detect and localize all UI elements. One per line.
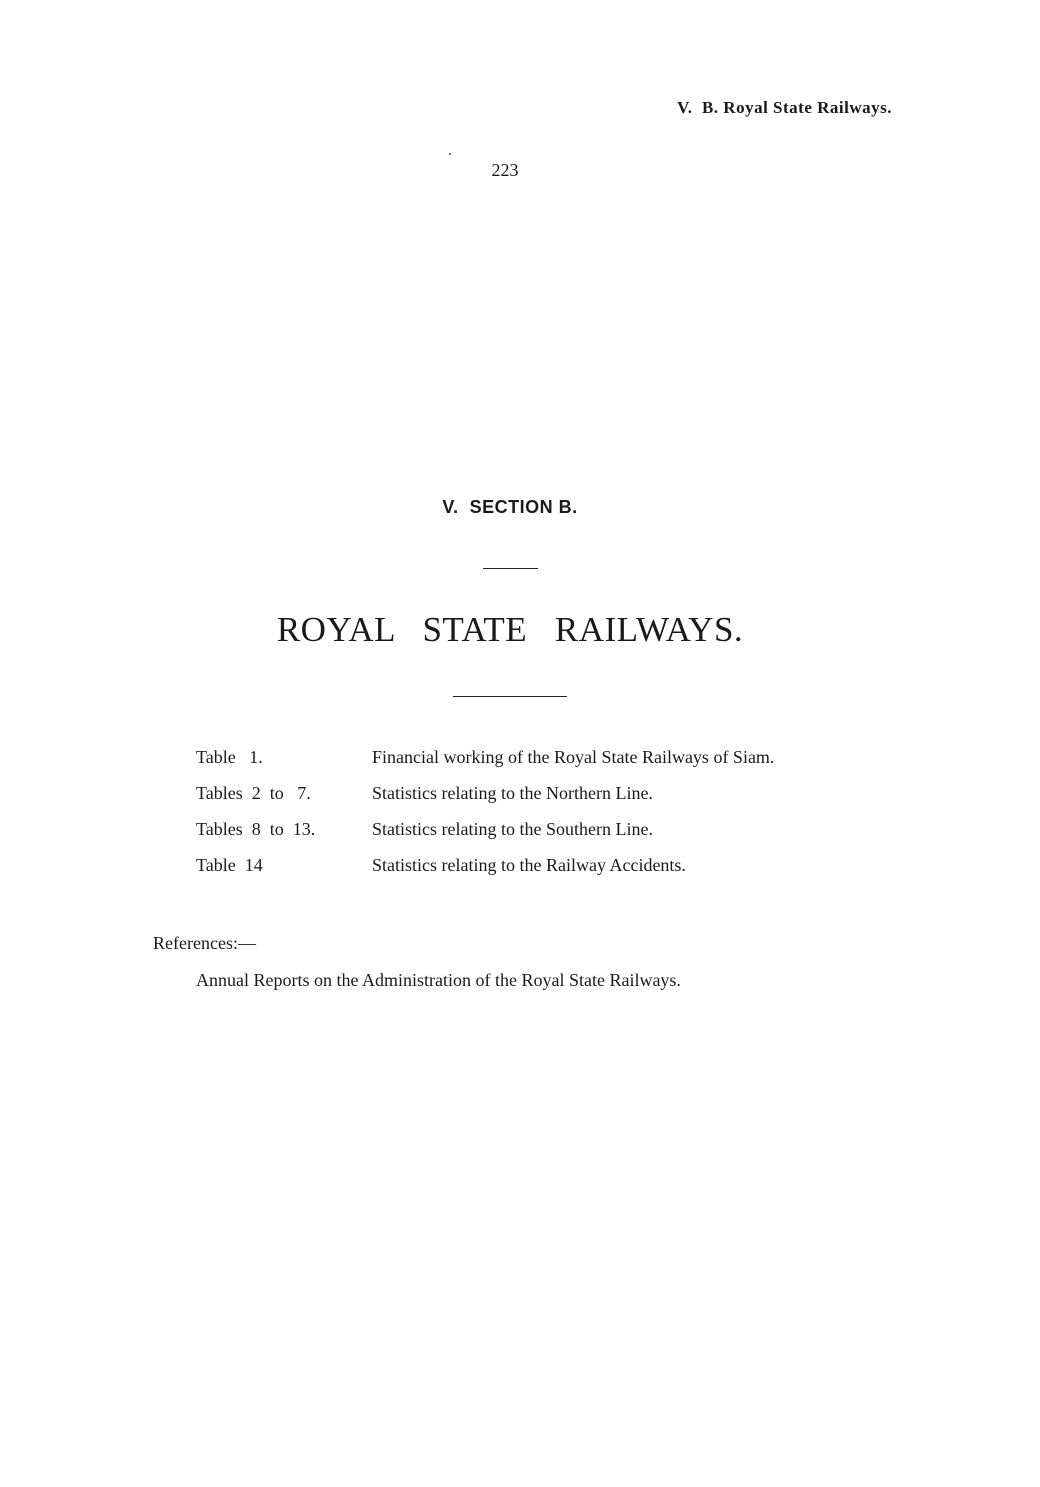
print-speck — [449, 153, 451, 155]
page-number: 223 — [491, 160, 519, 180]
contents-description: Statistics relating to the Railway Accidents. — [372, 855, 686, 875]
section-label: V. SECTION B. — [442, 497, 578, 517]
contents-label: Tables 8 to 13. — [196, 819, 316, 839]
contents-label: Table 1. — [196, 747, 263, 767]
contents-row — [196, 814, 916, 850]
references-heading: References:— — [153, 933, 256, 953]
contents-description: Statistics relating to the Northern Line. — [372, 783, 653, 803]
contents-label: Tables 2 to 7. — [196, 783, 311, 803]
references-entry: Annual Reports on the Administration of the Royal State Railways. — [196, 970, 681, 990]
contents-description: Financial working of the Royal State Railways of Siam. — [372, 747, 775, 767]
contents-row — [196, 850, 916, 886]
contents-description: Statistics relating to the Southern Line. — [372, 819, 653, 839]
contents-row — [196, 778, 916, 814]
contents-list — [196, 742, 916, 886]
contents-row — [196, 742, 916, 778]
short-rule-divider — [483, 568, 538, 569]
page-title: ROYAL STATE RAILWAYS. — [276, 610, 744, 649]
running-head: V. B. Royal State Railways. — [677, 98, 892, 117]
long-rule-divider — [453, 696, 567, 697]
contents-label: Table 14 — [196, 855, 263, 875]
